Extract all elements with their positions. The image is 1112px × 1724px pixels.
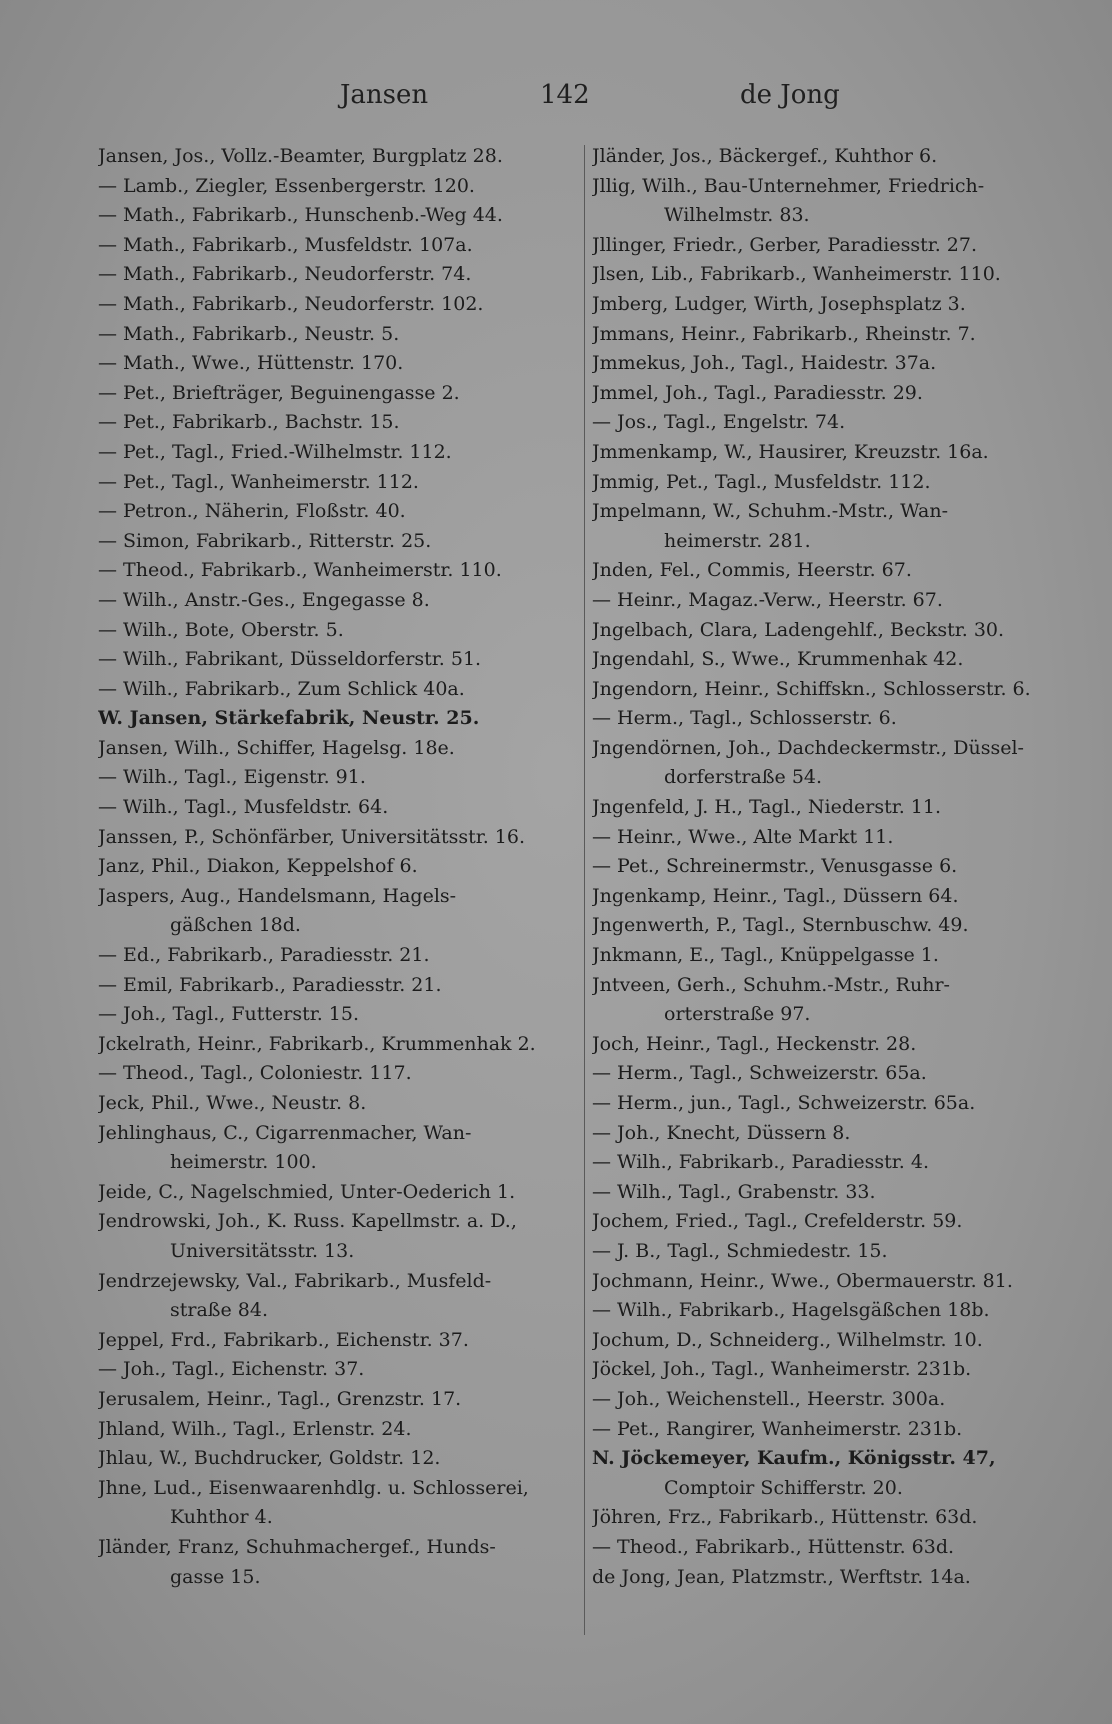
directory-entry: Jngendorn, Heinr., Schiffskn., Schlosserstr. 6.	[592, 677, 1031, 700]
directory-entry: Janssen, P., Schönfärber, Universitätsstr. 16.	[98, 825, 526, 848]
directory-entry: — Wilh., Fabrikarb., Paradiesstr. 4.	[592, 1151, 929, 1174]
directory-entry: gäßchen 18d.	[170, 914, 301, 937]
directory-entry: Universitätsstr. 13.	[170, 1239, 355, 1262]
directory-entry: Jendrzejewsky, Val., Fabrikarb., Musfeld-	[98, 1269, 492, 1292]
directory-entry: Jochum, D., Schneiderg., Wilhelmstr. 10.	[592, 1328, 983, 1351]
directory-entry: Jngenwerth, P., Tagl., Sternbuschw. 49.	[592, 914, 969, 937]
directory-entry: Jllinger, Friedr., Gerber, Paradiesstr. 27.	[592, 233, 977, 256]
directory-entry: W. Jansen, Stärkefabrik, Neustr. 25.	[98, 707, 480, 730]
directory-entry: Jöckel, Joh., Tagl., Wanheimerstr. 231b.	[592, 1358, 972, 1381]
directory-entry: Janz, Phil., Diakon, Keppelshof 6.	[98, 855, 418, 878]
directory-entry: Jngenfeld, J. H., Tagl., Niederstr. 11.	[592, 796, 941, 819]
directory-entry: — Wilh., Tagl., Eigenstr. 91.	[98, 766, 366, 789]
directory-entry: Joch, Heinr., Tagl., Heckenstr. 28.	[592, 1032, 917, 1055]
directory-entry: Jeppel, Frd., Fabrikarb., Eichenstr. 37.	[98, 1328, 469, 1351]
directory-entry: Jländer, Jos., Bäckergef., Kuhthor 6.	[592, 145, 938, 167]
directory-entry: — Joh., Knecht, Düssern 8.	[592, 1121, 851, 1144]
directory-entry: Wilhelmstr. 83.	[664, 204, 810, 227]
directory-entry: Jmmenkamp, W., Hausirer, Kreuzstr. 16a.	[592, 440, 989, 463]
directory-entry: straße 84.	[170, 1299, 268, 1322]
directory-entry: — Wilh., Tagl., Musfeldstr. 64.	[98, 796, 389, 819]
directory-entry: Jnkmann, E., Tagl., Knüppelgasse 1.	[592, 944, 939, 967]
directory-entry: Jmmel, Joh., Tagl., Paradiesstr. 29.	[592, 381, 923, 404]
directory-entry: dorferstraße 54.	[664, 766, 823, 789]
directory-entry: — Math., Fabrikarb., Neudorferstr. 74.	[98, 263, 472, 286]
header-first-name: Jansen	[340, 80, 429, 110]
directory-entry: de Jong, Jean, Platzmstr., Werftstr. 14a.	[592, 1565, 971, 1588]
page-header	[0, 80, 1112, 120]
directory-entry: — Wilh., Bote, Oberstr. 5.	[98, 618, 344, 641]
directory-entry: Comptoir Schifferstr. 20.	[664, 1476, 903, 1499]
directory-entry: — Math., Wwe., Hüttenstr. 170.	[98, 352, 404, 375]
directory-entry: — Wilh., Tagl., Grabenstr. 33.	[592, 1180, 876, 1203]
directory-entry: — Joh., Weichenstell., Heerstr. 300a.	[592, 1387, 946, 1410]
directory-entry: — Joh., Tagl., Eichenstr. 37.	[98, 1358, 365, 1381]
directory-entry: Kuhthor 4.	[170, 1506, 273, 1529]
directory-entry: — Joh., Tagl., Futterstr. 15.	[98, 1003, 360, 1026]
directory-entry: Jnden, Fel., Commis, Heerstr. 67.	[592, 559, 912, 582]
directory-entry: Jansen, Wilh., Schiffer, Hagelsg. 18e.	[98, 736, 455, 759]
directory-entry: — Pet., Tagl., Wanheimerstr. 112.	[98, 470, 419, 493]
directory-entry: — Pet., Schreinermstr., Venusgasse 6.	[592, 855, 958, 878]
directory-entry: — Math., Fabrikarb., Musfeldstr. 107a.	[98, 233, 473, 256]
directory-entry: Jhne, Lud., Eisenwaarenhdlg. u. Schlosserei,	[98, 1476, 529, 1499]
directory-entry: — Lamb., Ziegler, Essenbergerstr. 120.	[98, 174, 475, 197]
directory-entry: — Ed., Fabrikarb., Paradiesstr. 21.	[98, 944, 430, 967]
directory-entry: orterstraße 97.	[664, 1003, 811, 1026]
directory-entry: — Herm., jun., Tagl., Schweizerstr. 65a.	[592, 1092, 976, 1114]
directory-entry: Jmmig, Pet., Tagl., Musfeldstr. 112.	[592, 470, 931, 493]
directory-entry: — Theod., Tagl., Coloniestr. 117.	[98, 1062, 412, 1085]
column-divider	[584, 145, 585, 1635]
directory-entry: gasse 15.	[170, 1565, 261, 1588]
directory-entry: — Wilh., Fabrikarb., Zum Schlick 40a.	[98, 677, 465, 700]
directory-entry: Jmpelmann, W., Schuhm.-Mstr., Wan-	[592, 500, 948, 523]
right-column	[592, 142, 1062, 1592]
directory-entry: Jngenkamp, Heinr., Tagl., Düssern 64.	[592, 884, 959, 907]
directory-entry: Jhlau, W., Buchdrucker, Goldstr. 12.	[98, 1447, 441, 1470]
directory-entry: Jmmekus, Joh., Tagl., Haidestr. 37a.	[592, 352, 937, 375]
directory-entry: heimerstr. 100.	[170, 1151, 317, 1174]
directory-entry: Jmberg, Ludger, Wirth, Josephsplatz 3.	[592, 292, 966, 315]
directory-entry: Jmmans, Heinr., Fabrikarb., Rheinstr. 7.	[592, 322, 976, 345]
directory-entry: — Pet., Fabrikarb., Bachstr. 15.	[98, 411, 400, 434]
directory-entry: Jendrowski, Joh., K. Russ. Kapellmstr. a. D.,	[98, 1210, 517, 1233]
directory-entry: Jngendahl, S., Wwe., Krummenhak 42.	[592, 648, 964, 671]
directory-entry: Jngendörnen, Joh., Dachdeckermstr., Düssel-	[592, 736, 1024, 759]
directory-entry: Jochmann, Heinr., Wwe., Obermauerstr. 81.	[592, 1269, 1013, 1292]
directory-entry: — J. B., Tagl., Schmiedestr. 15.	[592, 1239, 888, 1262]
page-number: 142	[540, 80, 590, 110]
directory-entry: — Theod., Fabrikarb., Wanheimerstr. 110.	[98, 559, 502, 582]
directory-entry: — Pet., Tagl., Fried.-Wilhelmstr. 112.	[98, 440, 452, 463]
directory-entry: Jllig, Wilh., Bau-Unternehmer, Friedrich-	[592, 174, 985, 197]
directory-entry: — Herm., Tagl., Schlosserstr. 6.	[592, 707, 897, 730]
directory-entry: N. Jöckemeyer, Kaufm., Königsstr. 47,	[592, 1447, 996, 1470]
directory-entry: Jansen, Jos., Vollz.-Beamter, Burgplatz 28.	[98, 145, 503, 167]
header-last-name: de Jong	[740, 80, 840, 110]
directory-entry: — Theod., Fabrikarb., Hüttenstr. 63d.	[592, 1535, 955, 1558]
directory-entry: — Petron., Näherin, Floßstr. 40.	[98, 500, 406, 523]
directory-entry: — Emil, Fabrikarb., Paradiesstr. 21.	[98, 973, 442, 996]
directory-entry: Jckelrath, Heinr., Fabrikarb., Krummenhak 2.	[98, 1032, 536, 1055]
directory-entry: Jeide, C., Nagelschmied, Unter-Oederich 1.	[98, 1180, 516, 1203]
directory-entry: Jhland, Wilh., Tagl., Erlenstr. 24.	[98, 1417, 412, 1440]
directory-entry: Jngelbach, Clara, Ladengehlf., Beckstr. 30.	[592, 618, 1005, 641]
directory-entry: — Pet., Briefträger, Beguinengasse 2.	[98, 381, 460, 404]
directory-entry: — Jos., Tagl., Engelstr. 74.	[592, 411, 846, 434]
directory-entry: — Pet., Rangirer, Wanheimerstr. 231b.	[592, 1417, 963, 1440]
directory-entry: — Wilh., Fabrikarb., Hagelsgäßchen 18b.	[592, 1299, 990, 1322]
directory-entry: — Wilh., Anstr.-Ges., Engegasse 8.	[98, 588, 430, 611]
directory-entry: — Herm., Tagl., Schweizerstr. 65a.	[592, 1062, 927, 1085]
left-column	[98, 142, 568, 1592]
directory-entry: Jländer, Franz, Schuhmachergef., Hunds-	[98, 1535, 496, 1558]
directory-entry: — Math., Fabrikarb., Neudorferstr. 102.	[98, 292, 484, 315]
directory-entry: — Heinr., Magaz.-Verw., Heerstr. 67.	[592, 588, 943, 611]
directory-entry: — Math., Fabrikarb., Neustr. 5.	[98, 322, 400, 345]
directory-entry: Jeck, Phil., Wwe., Neustr. 8.	[98, 1092, 367, 1114]
directory-entry: Jlsen, Lib., Fabrikarb., Wanheimerstr. 110.	[592, 263, 1001, 286]
directory-entry: Jöhren, Frz., Fabrikarb., Hüttenstr. 63d.	[592, 1506, 978, 1529]
directory-entry: — Heinr., Wwe., Alte Markt 11.	[592, 825, 894, 848]
directory-entry: Jochem, Fried., Tagl., Crefelderstr. 59.	[592, 1210, 963, 1233]
directory-entry: — Wilh., Fabrikant, Düsseldorferstr. 51.	[98, 648, 482, 671]
directory-entry: Jntveen, Gerh., Schuhm.-Mstr., Ruhr-	[592, 973, 950, 996]
directory-entry: Jerusalem, Heinr., Tagl., Grenzstr. 17.	[98, 1387, 462, 1410]
directory-entry: — Math., Fabrikarb., Hunschenb.-Weg 44.	[98, 204, 503, 227]
directory-entry: heimerstr. 281.	[664, 529, 811, 552]
directory-entry: — Simon, Fabrikarb., Ritterstr. 25.	[98, 529, 432, 552]
directory-entry: Jaspers, Aug., Handelsmann, Hagels-	[98, 884, 457, 907]
directory-entry: Jehlinghaus, C., Cigarrenmacher, Wan-	[98, 1121, 472, 1144]
